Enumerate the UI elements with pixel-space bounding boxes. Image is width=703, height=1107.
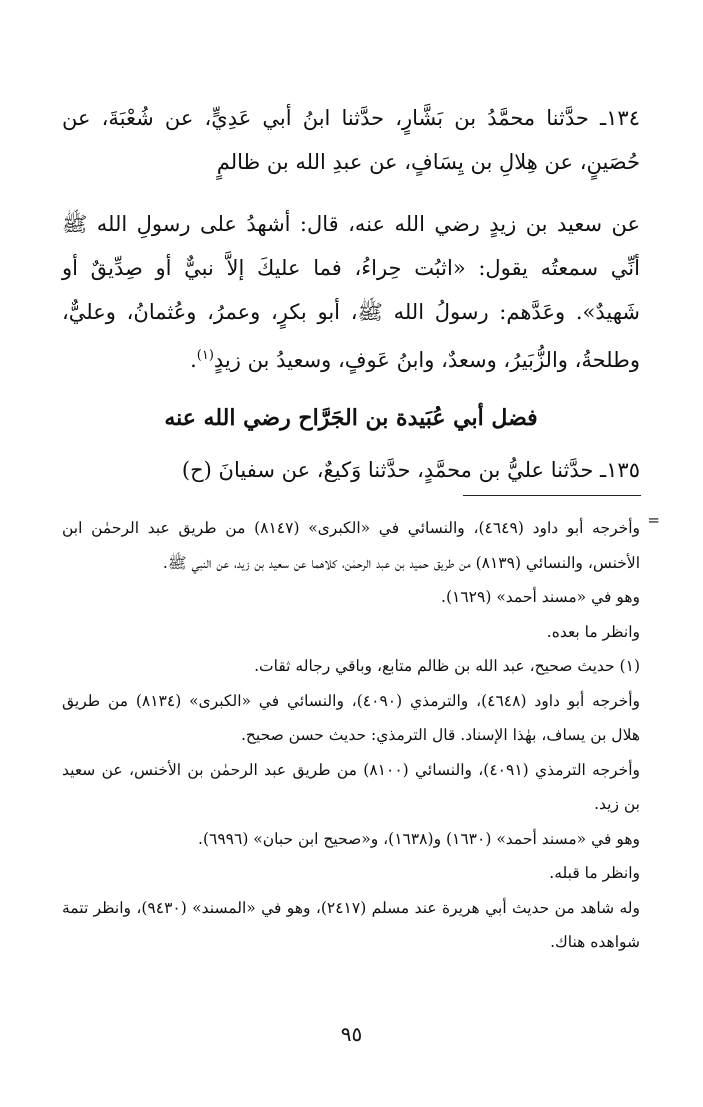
section-title: فضل أبي عُبَيدة بن الجَرَّاح رضي الله عنه xyxy=(164,405,538,431)
page-number: ٩٥ xyxy=(340,1022,363,1046)
main-text xyxy=(62,96,640,492)
footnote-ref: (١) xyxy=(196,348,214,363)
footnote-line: وأخرجه أبو داود (٤٦٤٨)، والترمذي (٤٠٩٠)، والنسائي في «الكبرى» (٨١٣٤) من طريق هلال بن يساف، بهٰذا الإسناد. قال الترمذي: حديث حسن صحيح. xyxy=(62,691,640,744)
hadith-134-matn xyxy=(62,202,640,382)
footnote-divider xyxy=(463,495,641,496)
hadith-135-isnad: ١٣٥ـ حدَّثنا عليُّ بن محمَّدٍ، حدَّثنا وَكيعٌ، عن سفيانَ (ح) xyxy=(181,458,640,482)
footnote-line: وانظر ما قبله. xyxy=(549,864,640,882)
hadith-134-matn-text: عن سعيد بن زيدٍ رضي الله عنه، قال: أشهدُ على رسولِ الله ﷺ أنِّي سمعتُه يقول: «اثبُت حِراءُ، فما عليكَ إلاَّ نبيٌّ أو صِدِّيقٌ أو شَهيدٌ». وعَدَّهم: رسولُ الله ﷺ، أبو بكرٍ، وعمرُ، وعُثمانُ، وعليٌّ، وطلحةُ، والزُّبَيرُ، وسعدٌ، وابنُ عَوفٍ، وسعيدُ بن زيدٍ xyxy=(62,212,640,372)
continuation-mark: = xyxy=(647,511,660,529)
footnote-line: وأخرجه الترمذي (٤٠٩١)، والنسائي (٨١٠٠) من طريق عبد الرحمٰن بن الأخنس، عن سعيد بن زيد. xyxy=(62,760,640,813)
footnote-line: وله شاهد من حديث أبي هريرة عند مسلم (٢٤١٧)، وهو في «المسند» (٩٤٣٠)، وانظر تتمة شواهده هناك. xyxy=(62,898,640,951)
footnote-line: وأخرجه أبو داود (٤٦٤٩)، والنسائي في «الكبرى» (٨١٤٧) من طريق عبد الرحمٰن ابن الأخنس، والنسائي (٨١٣٩) من طريق حميد بن عبد الرحمٰن، كلاهما عن سعيد بن زيد، عن النبي ﷺ. xyxy=(62,519,640,572)
hadith-134-isnad: ١٣٤ـ حدَّثنا محمَّدُ بن بَشَّارٍ، حدَّثنا ابنُ أبي عَدِيٍّ، عن شُعْبَةَ، عن حُصَينٍ، عن هِلالِ بن يِسَافٍ، عن عبدِ الله بن ظالمٍ xyxy=(62,106,640,174)
footnotes xyxy=(62,511,660,960)
footnote-line: (١) حديث صحيح، عبد الله بن ظالم متابع، وباقي رجاله ثقات. xyxy=(254,657,640,675)
hadith-134-end: . xyxy=(190,348,197,372)
footnote-line: وهو في «مسند أحمد» (١٦٣٠) و(١٦٣٨)، و«صحيح ابن حبان» (٦٩٩٦). xyxy=(198,829,640,848)
footnote-line: وانظر ما بعده. xyxy=(546,622,640,641)
footnote-line: وهو في «مسند أحمد» (١٦٢٩). xyxy=(441,588,640,606)
